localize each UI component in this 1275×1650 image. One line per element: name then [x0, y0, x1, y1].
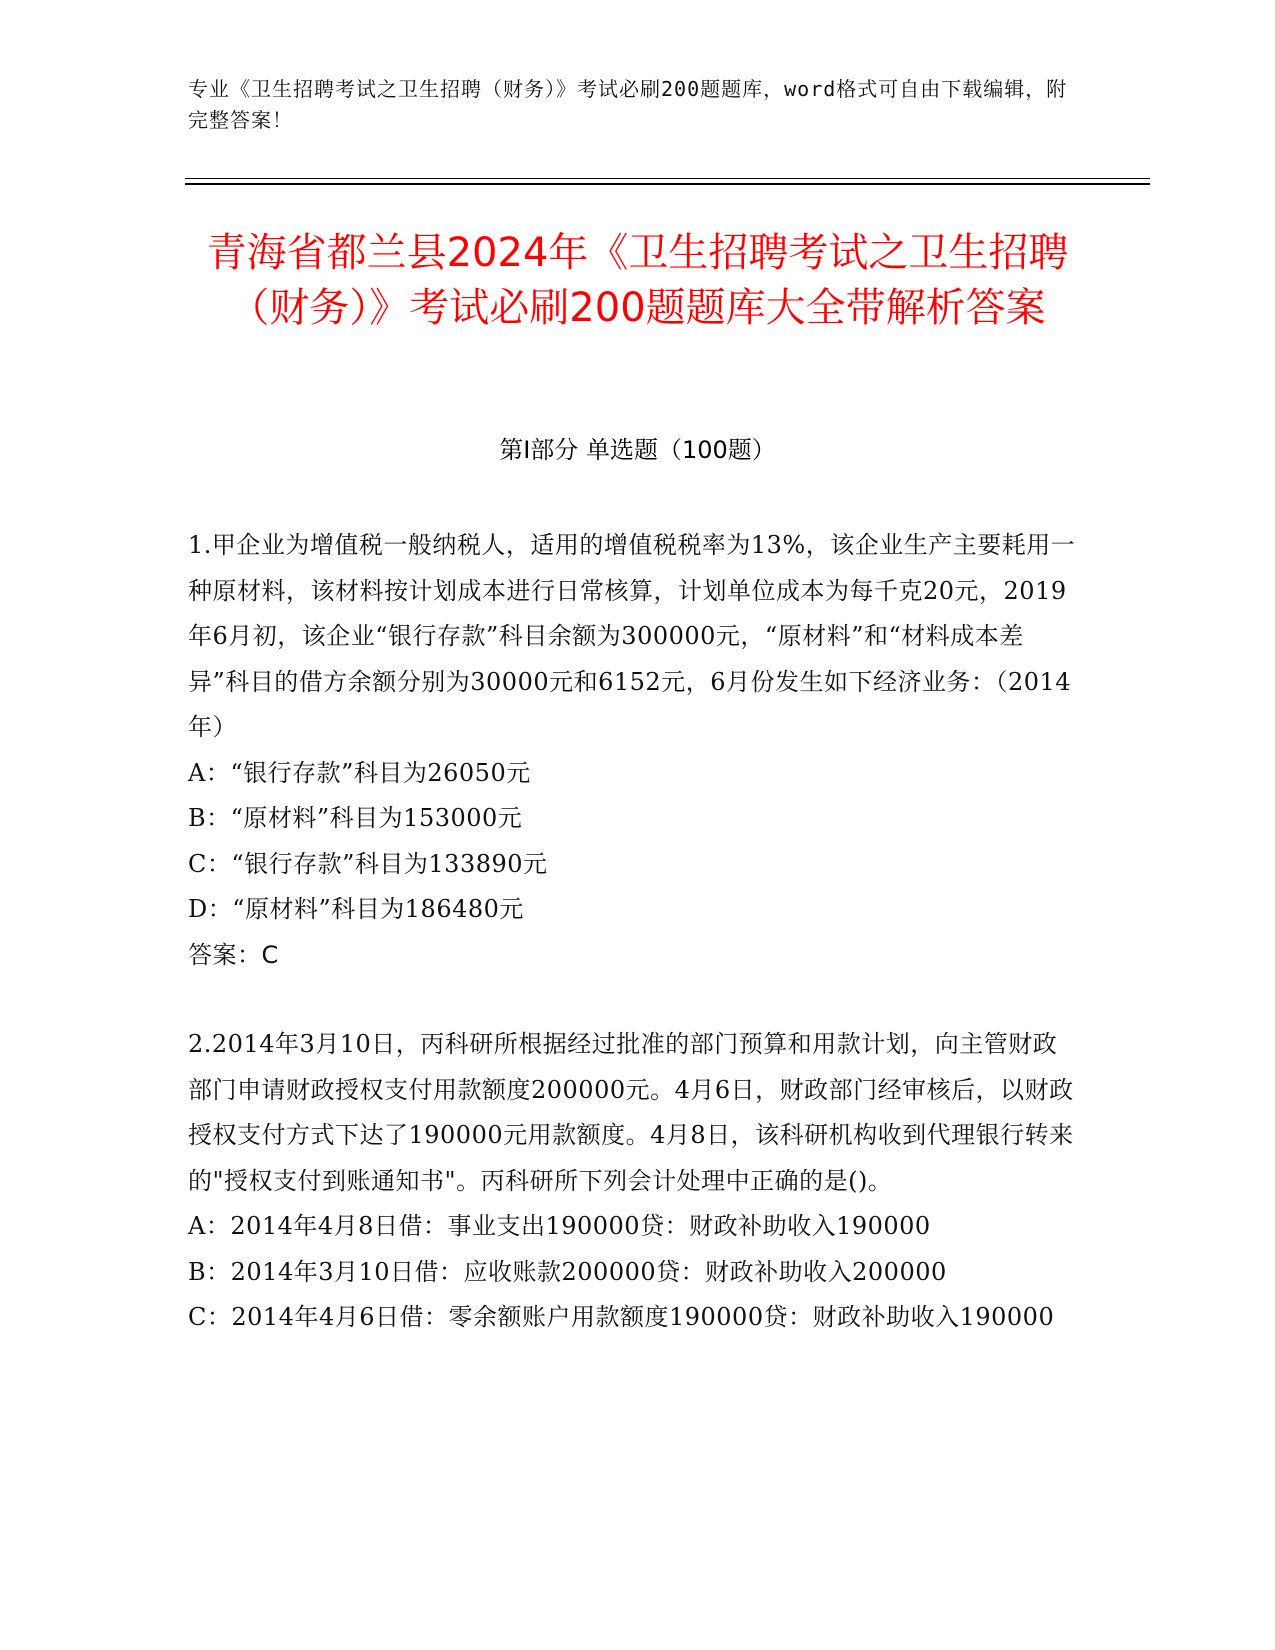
question-stem: 2.2014年3月10日，丙科研所根据经过批准的部门预算和用款计划，向主管财政部门申请财政授权支付用款额度200000元。4月6日，财政部门经审核后，以财政授权支付方式下达了190000元用款额度。4月8日，该科研机构收到代理银行转来的"授权支付到账通知书"。丙科研所下列会计处理中正确的是()。 — [188, 1030, 1074, 1195]
option-b: B：2014年3月10日借：应收账款200000贷：财政补助收入200000 — [188, 1257, 947, 1286]
option-c: C：“银行存款”科目为133890元 — [188, 849, 548, 878]
header-divider-thick — [185, 183, 1150, 185]
header-divider-thin — [185, 178, 1150, 179]
option-d: D：“原材料”科目为186480元 — [188, 895, 524, 923]
option-b: B：“原材料”科目为153000元 — [188, 804, 523, 832]
document-title: 青海省都兰县2024年《卫生招聘考试之卫生招聘（财务）》考试必刷200题题库大全带解析答案 — [206, 230, 1069, 331]
question-2 — [188, 1022, 1078, 1341]
question-stem: 1.甲企业为增值税一般纳税人，适用的增值税税率为13%，该企业生产主要耗用一种原材料，该材料按计划成本进行日常核算，计划单位成本为每千克20元，2019年6月初，该企业“银行存款”科目余额为300000元，“原材料”和“材料成本差异”科目的借方余额分别为30000元和6152元，6月份发生如下经济业务：（2014年） — [188, 531, 1076, 741]
option-a: A：“银行存款”科目为26050元 — [188, 758, 531, 787]
question-1 — [188, 523, 1078, 978]
option-a: A：2014年4月8日借：事业支出190000贷：财政补助收入190000 — [188, 1212, 931, 1240]
header-note: 专业《卫生招聘考试之卫生招聘（财务）》考试必刷200题题库，word格式可自由下载编辑，附完整答案！ — [188, 77, 1068, 132]
answer-label: 答案：C — [188, 940, 279, 969]
option-c: C：2014年4月6日借：零余额账户用款额度190000贷：财政补助收入190000 — [188, 1303, 1055, 1331]
section-title: 第Ⅰ部分 单选题（100题） — [499, 436, 776, 464]
